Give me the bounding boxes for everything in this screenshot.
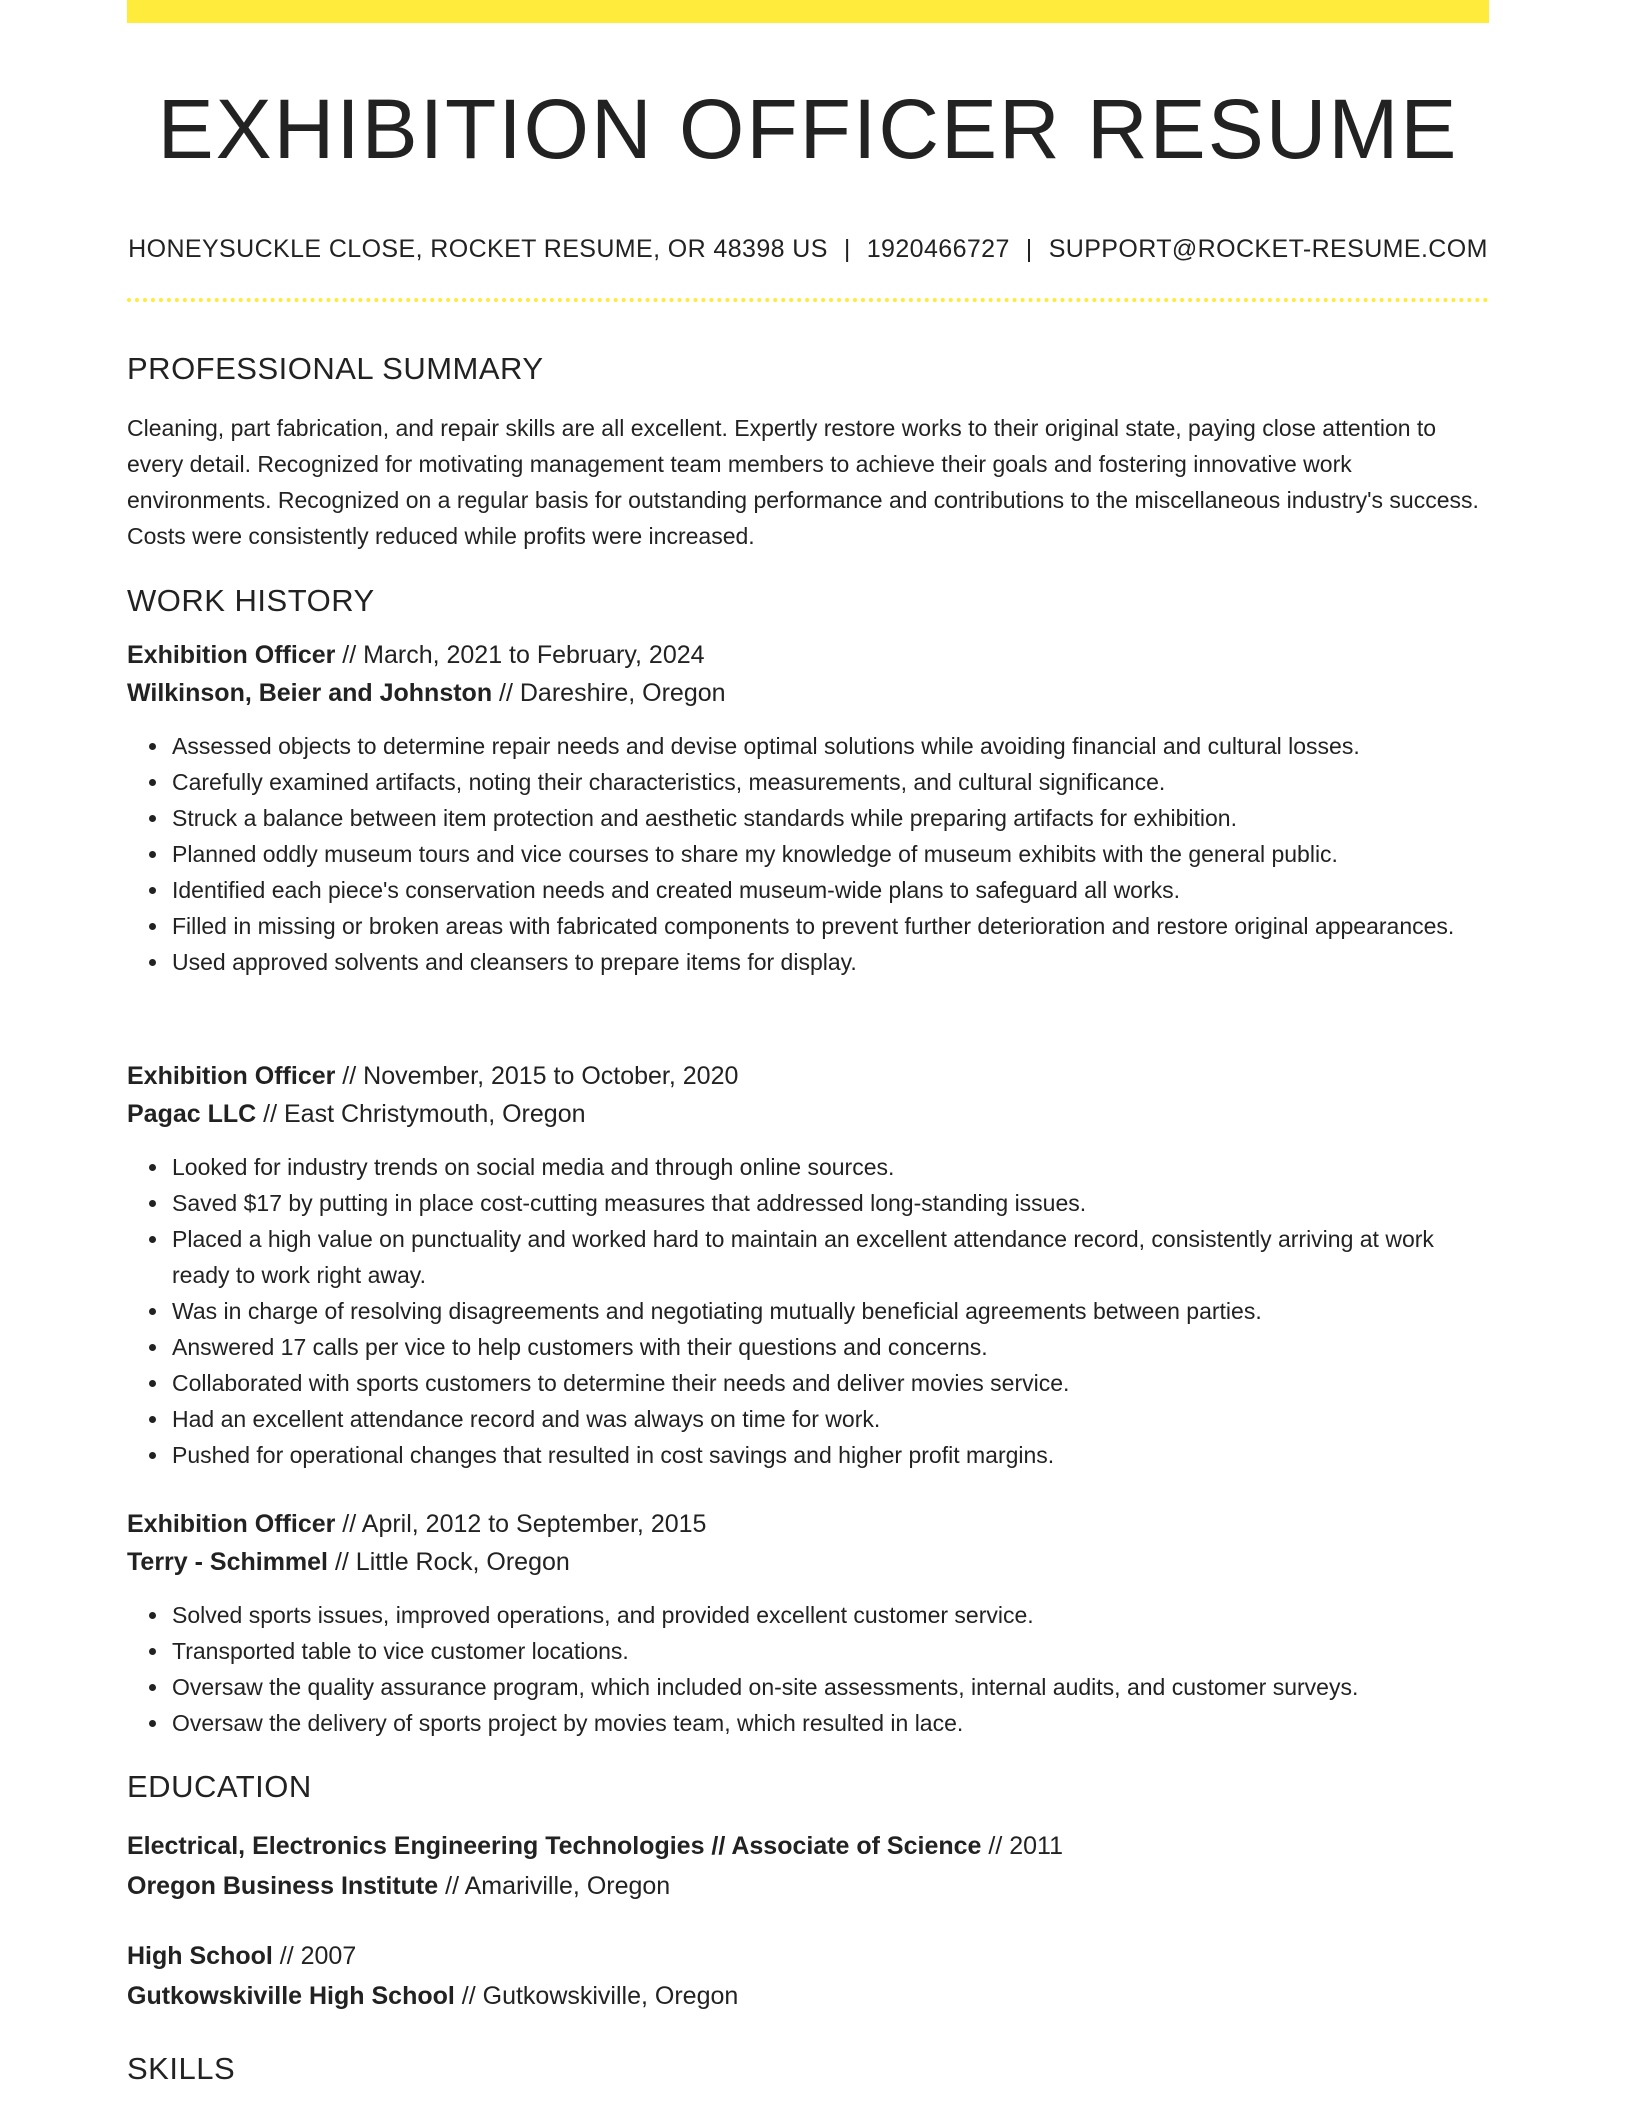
education-location: // Amariville, Oregon: [438, 1872, 671, 1901]
list-item: • Pushed for operational changes that resulted in cost savings and higher profit margins.: [170, 1437, 1489, 1473]
list-item: • Identified each piece's conservation needs and created museum-wide plans to safeguard all works.: [170, 872, 1489, 908]
list-item: • Oversaw the quality assurance program, which included on-site assessments, internal audits, and customer surveys.: [170, 1669, 1489, 1705]
resume-page: [127, 0, 1489, 2086]
job-title-line: [127, 1505, 1489, 1543]
education-entry: [127, 1936, 1489, 2016]
list-item: • Oversaw the delivery of sports project by movies team, which resulted in lace.: [170, 1705, 1489, 1741]
list-item: • Assessed objects to determine repair needs and devise optimal solutions while avoiding financial and cultural losses.: [170, 728, 1489, 764]
job-dates: // April, 2012 to September, 2015: [335, 1510, 707, 1538]
education-location: // Gutkowskiville, Oregon: [454, 1982, 739, 2011]
education-school: Gutkowskiville High School: [127, 1982, 455, 2011]
education-degree-line: [127, 1936, 1489, 1976]
job-title-line: [127, 1057, 1489, 1095]
summary-heading: PROFESSIONAL SUMMARY: [127, 351, 544, 386]
skills-section: [127, 2052, 1489, 2086]
contact-email: SUPPORT@ROCKET-RESUME.COM: [1048, 235, 1488, 264]
job-bullets: [127, 1597, 1489, 1741]
job-company-line: [127, 1543, 1489, 1581]
education-section: [127, 1770, 1489, 2016]
job-entry: [127, 636, 1489, 980]
dotted-divider: [127, 298, 1489, 302]
list-item: • Answered 17 calls per vice to help customers with their questions and concerns.: [170, 1329, 1489, 1365]
summary-text: Cleaning, part fabrication, and repair skills are all excellent. Expertly restore works to their original state, paying close attention to every detail. Recognized for motivating management team members to achieve their goals and fostering innovative work environments. Recognized on a regular basis for outstanding performance and contributions to the miscellaneous industry's success. Costs were consistently reduced while profits were increased.: [127, 415, 1479, 550]
list-item: • Looked for industry trends on social media and through online sources.: [170, 1149, 1489, 1185]
job-location: // Dareshire, Oregon: [492, 679, 726, 708]
education-year: // 2011: [981, 1832, 1063, 1861]
list-item: • Carefully examined artifacts, noting their characteristics, measurements, and cultural significance.: [170, 764, 1489, 800]
job-company: Pagac LLC: [127, 1100, 257, 1128]
job-company-line: [127, 1095, 1489, 1133]
list-item: • Solved sports issues, improved operations, and provided excellent customer service.: [170, 1597, 1489, 1633]
list-item: • Placed a high value on punctuality and worked hard to maintain an excellent attendance record, consistently arriving at work ready to work right away.: [170, 1221, 1489, 1293]
work-heading: WORK HISTORY: [127, 583, 375, 618]
list-item: • Used approved solvents and cleansers to prepare items for display.: [170, 944, 1489, 980]
list-item: • Saved $17 by putting in place cost-cutting measures that addressed long-standing issues.: [170, 1185, 1489, 1221]
contact-separator: |: [1025, 235, 1033, 264]
job-entry: [127, 1505, 1489, 1741]
list-item: • Struck a balance between item protection and aesthetic standards while preparing artifacts for exhibition.: [170, 800, 1489, 836]
resume-title: EXHIBITION OFFICER RESUME: [157, 82, 1459, 176]
contact-address: HONEYSUCKLE CLOSE, ROCKET RESUME, OR 48398 US: [128, 235, 828, 264]
contact-line: [127, 235, 1489, 264]
education-year: // 2007: [272, 1942, 357, 1971]
contact-phone: 1920466727: [866, 235, 1010, 264]
job-dates: // November, 2015 to October, 2020: [335, 1062, 739, 1090]
job-title: Exhibition Officer: [127, 1062, 336, 1090]
top-accent-bar: [127, 0, 1489, 23]
job-entry: [127, 1057, 1489, 1473]
list-item: • Had an excellent attendance record and was always on time for work.: [170, 1401, 1489, 1437]
job-bullets: [127, 728, 1489, 980]
job-location: // Little Rock, Oregon: [328, 1548, 570, 1576]
summary-section: [127, 352, 1489, 554]
education-school-line: [127, 1866, 1489, 1906]
job-title-line: [127, 636, 1489, 674]
job-title: Exhibition Officer: [127, 1510, 336, 1538]
job-company-line: [127, 674, 1489, 712]
education-entry: [127, 1826, 1489, 1906]
job-bullets: [127, 1149, 1489, 1473]
job-company: Wilkinson, Beier and Johnston: [127, 679, 493, 708]
list-item: • Was in charge of resolving disagreements and negotiating mutually beneficial agreements between parties.: [170, 1293, 1489, 1329]
job-title: Exhibition Officer: [127, 641, 336, 670]
education-school-line: [127, 1976, 1489, 2016]
skills-heading: SKILLS: [127, 2051, 236, 2086]
job-dates: // March, 2021 to February, 2024: [335, 641, 705, 670]
work-section: [127, 584, 1489, 980]
education-school: Oregon Business Institute: [127, 1872, 439, 1901]
education-degree-line: [127, 1826, 1489, 1866]
job-location: // East Christymouth, Oregon: [256, 1100, 586, 1128]
list-item: • Filled in missing or broken areas with fabricated components to prevent further deterioration and restore original appearances.: [170, 908, 1489, 944]
list-item: • Collaborated with sports customers to determine their needs and deliver movies service.: [170, 1365, 1489, 1401]
education-degree: Electrical, Electronics Engineering Technologies // Associate of Science: [127, 1832, 982, 1861]
list-item: • Transported table to vice customer locations.: [170, 1633, 1489, 1669]
list-item: • Planned oddly museum tours and vice courses to share my knowledge of museum exhibits with the general public.: [170, 836, 1489, 872]
contact-separator: |: [843, 235, 851, 264]
education-heading: EDUCATION: [127, 1769, 312, 1804]
job-company: Terry - Schimmel: [127, 1548, 329, 1576]
education-degree: High School: [127, 1942, 273, 1971]
